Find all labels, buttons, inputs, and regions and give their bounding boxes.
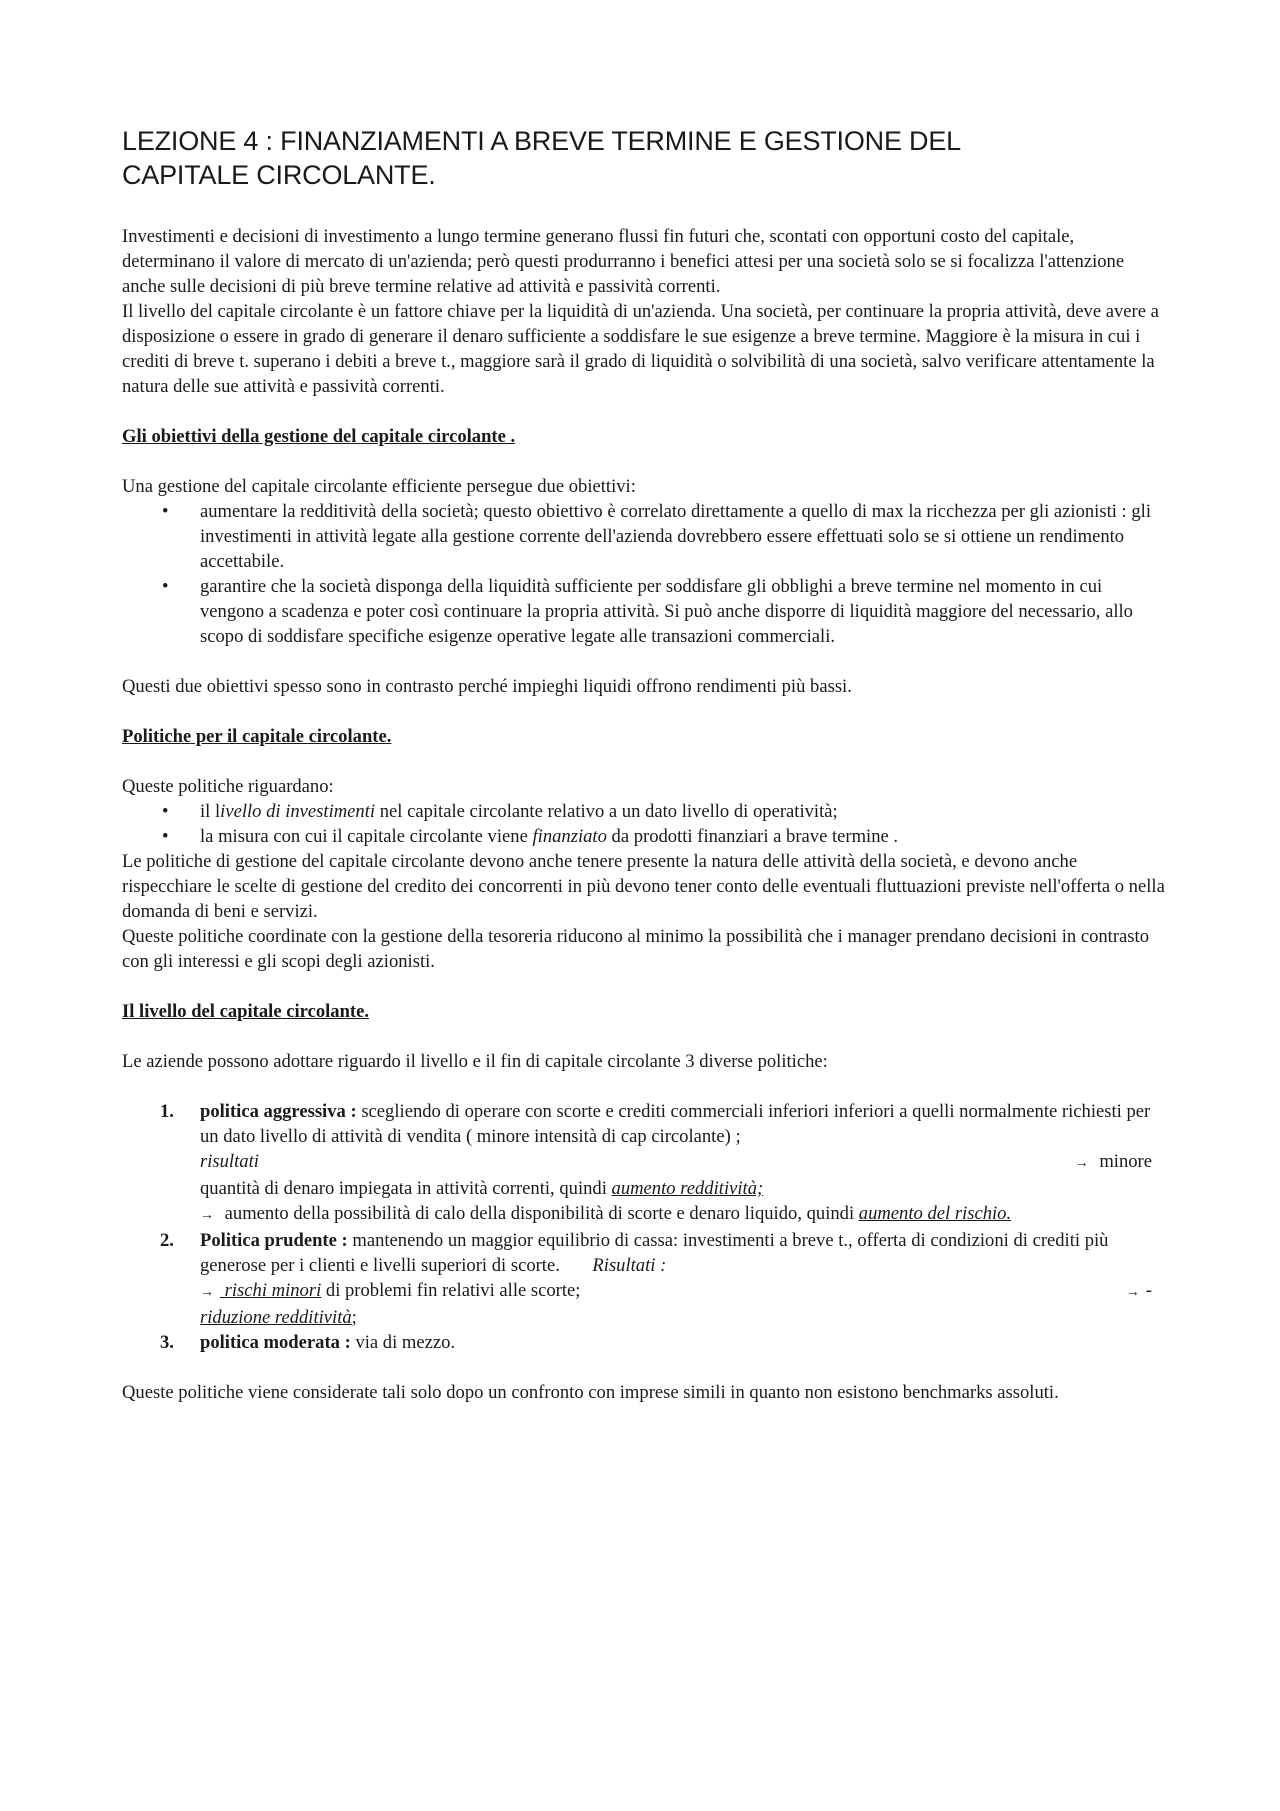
section2-paragraph-1: Le politiche di gestione del capitale circolante devono anche tenere presente la natura delle attività della società, e devono anche rispecchiare le scelte di gestione del credito dei concorrenti in più devono tener conto delle eventuali fluttuazioni previste nell'offerta o nella domanda di beni e servizi.: [122, 851, 1165, 922]
results-right: [1075, 1149, 1168, 1176]
results-right: [1126, 1278, 1168, 1305]
results-text: aumento della possibilità di calo della disponibilità di scorte e denaro liquido, quindi: [224, 1203, 859, 1224]
results-text: quantità di denaro impiegata in attività correnti, quindi: [200, 1178, 612, 1199]
section2-bullet-list: [122, 799, 1168, 849]
intro-paragraph-2: Il livello del capitale circolante è un fattore chiave per la liquidità di un'azienda. Una società, per continuare la propria attività, deve avere a disposizione o essere in grado di generare il denaro sufficiente a soddisfare le sue esigenze a breve termine. Maggiore è la misura in cui i crediti di breve t. superano i debiti a breve t., maggiore sarà il grado di liquidità o solvibilità di una società, salvo verificare attentamente la natura delle sue attività e passività correnti.: [122, 301, 1159, 397]
policy-text: scegliendo di operare con scorte e crediti commerciali inferiori inferiori a quelli normalmente richiesti per un dato livello di attività di vendita ( minore intensità di cap circolante) ;: [200, 1101, 1151, 1147]
page-title-line2: CAPITALE CIRCOLANTE.: [122, 160, 436, 190]
list-item-emphasis: ivello di investimenti: [220, 801, 376, 822]
results-right-text: minore: [1099, 1151, 1152, 1172]
document-page: [122, 124, 1168, 1405]
policy-text: mantenendo un maggior equilibrio di cassa: investimenti a breve t., offerta di condizioni di crediti più generose per i clienti e livelli superiori di scorte.: [200, 1230, 1109, 1276]
arrow-right-icon: →: [200, 1208, 214, 1223]
list-item-text: aumentare la redditività della società; questo obiettivo è correlato direttamente a quello di max la ricchezza per gli azionisti : gli investimenti in attività legate alla gestione corrente dell'azienda dovrebbero essere effettuati solo se si ottiene un rendimento accettabile.: [200, 501, 1152, 572]
bullet-icon: •: [162, 576, 169, 597]
list-item-text: garantire che la società disponga della liquidità sufficiente per soddisfare gli obblighi a breve termine nel momento in cui vengono a scadenza e poter così continuare la propria attività. Si può anche disporre di liquidità maggiore del necessario, allo scopo di soddisfare specifiche esigenze operative legate alle transazioni commerciali.: [200, 576, 1133, 647]
results-row: [200, 1278, 1168, 1305]
policy-label: politica moderata :: [200, 1332, 351, 1353]
list-item-text-pre: il l: [200, 801, 221, 822]
results-line-2: [200, 1176, 1168, 1201]
list-item-moderata: [122, 1330, 1168, 1355]
arrow-right-icon: →: [1125, 1285, 1140, 1300]
results-emphasis: riduzione redditività: [200, 1307, 352, 1328]
section-heading-livello: Il livello del capitale circolante.: [122, 1001, 370, 1022]
section-heading-politiche: Politiche per il capitale circolante.: [122, 726, 392, 747]
results-text: di problemi fin relativi alle scorte;: [321, 1280, 581, 1301]
results-emphasis: aumento del rischio.: [858, 1203, 1012, 1224]
list-number: 1.: [160, 1101, 174, 1122]
list-item: [122, 574, 1168, 649]
section2-lead: Queste politiche riguardano:: [122, 776, 334, 797]
section3-closing: Queste politiche viene considerate tali solo dopo un confronto con imprese simili in quanto non esistono benchmarks assoluti.: [122, 1382, 1059, 1403]
results-text: ;: [351, 1307, 357, 1328]
section3-lead: Le aziende possono adottare riguardo il livello e il fin di capitale circolante 3 diverse politiche:: [122, 1051, 828, 1072]
section3-numbered-list: [122, 1099, 1168, 1355]
list-item: [122, 824, 1168, 849]
intro-paragraph-1: Investimenti e decisioni di investimento a lungo termine generano flussi fin futuri che, scontati con opportuni costo del capitale, determinano il valore di mercato di un'azienda; però questi produrranno i benefici attesi per una società solo se si focalizza l'attenzione anche sulle decisioni di più breve termine relative ad attività e passività correnti.: [122, 226, 1125, 297]
list-number: 2.: [160, 1230, 174, 1251]
results-left: [200, 1278, 580, 1305]
results-emphasis: rischi minori: [220, 1280, 322, 1301]
list-item-prudente: [122, 1228, 1168, 1330]
section1-lead: Una gestione del capitale circolante efficiente persegue due obiettivi:: [122, 476, 636, 497]
results-line-3: [200, 1201, 1168, 1228]
list-item: [122, 799, 1168, 824]
list-item-text-post: da prodotti finanziari a brave termine .: [606, 826, 899, 847]
section1-bullet-list: [122, 499, 1168, 649]
list-number: 3.: [160, 1332, 174, 1353]
bullet-icon: •: [162, 826, 169, 847]
arrow-right-icon: →: [200, 1285, 214, 1300]
list-item-emphasis: finanziato: [532, 826, 607, 847]
results-right-text: -: [1145, 1280, 1152, 1301]
policy-text: via di mezzo.: [350, 1332, 456, 1353]
page-title: [122, 124, 1168, 192]
results-label: Risultati :: [592, 1255, 667, 1276]
arrow-right-icon: →: [1074, 1156, 1089, 1171]
results-row: [200, 1149, 1168, 1176]
results-line-3: [200, 1305, 1168, 1330]
list-item-text-pre: la misura con cui il capitale circolante viene: [200, 826, 533, 847]
results-label: risultati: [200, 1151, 259, 1172]
bullet-icon: •: [162, 801, 169, 822]
results-emphasis: aumento redditività;: [611, 1178, 764, 1199]
list-item: [122, 499, 1168, 574]
bullet-icon: •: [162, 501, 169, 522]
section-heading-obiettivi: Gli obiettivi della gestione del capitale circolante .: [122, 426, 516, 447]
policy-label: Politica prudente :: [200, 1230, 348, 1251]
page-title-line1: LEZIONE 4 : FINANZIAMENTI A BREVE TERMINE E GESTIONE DEL: [122, 126, 961, 156]
section2-paragraph-2: Queste politiche coordinate con la gestione della tesoreria riducono al minimo la possibilità che i manager prendano decisioni in contrasto con gli interessi e gli scopi degli azionisti.: [122, 926, 1149, 972]
policy-label: politica aggressiva :: [200, 1101, 357, 1122]
section1-closing: Questi due obiettivi spesso sono in contrasto perché impieghi liquidi offrono rendimenti più bassi.: [122, 676, 852, 697]
list-item-text-post: nel capitale circolante relativo a un dato livello di operatività;: [375, 801, 838, 822]
list-item-aggressiva: [122, 1099, 1168, 1228]
